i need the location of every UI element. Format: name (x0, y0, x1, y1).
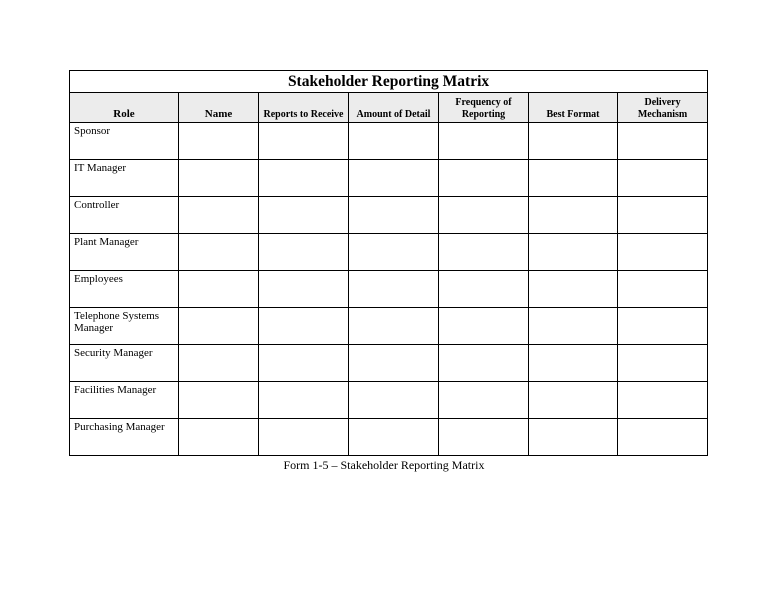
empty-cell (618, 308, 708, 345)
empty-cell (439, 419, 529, 456)
empty-cell (259, 234, 349, 271)
role-line1: Telephone Systems (74, 310, 160, 322)
header-frequency-line2: Reporting (461, 109, 506, 120)
empty-cell (179, 308, 259, 345)
header-row (70, 93, 708, 123)
empty-cell (179, 345, 259, 382)
empty-cell (259, 123, 349, 160)
role-cell (70, 308, 179, 345)
empty-cell (439, 123, 529, 160)
empty-cell (179, 382, 259, 419)
empty-cell (529, 345, 618, 382)
role-cell: Security Manager (70, 345, 179, 382)
role-line2: Manager (74, 322, 114, 334)
empty-cell (439, 382, 529, 419)
header-reports-to-receive: Reports to Receive (259, 93, 349, 123)
role-cell: Controller (70, 197, 179, 234)
empty-cell (529, 271, 618, 308)
table-row (70, 197, 708, 234)
empty-cell (349, 382, 439, 419)
table-title: Stakeholder Reporting Matrix (70, 71, 708, 93)
stakeholder-reporting-matrix (69, 70, 708, 456)
empty-cell (618, 197, 708, 234)
empty-cell (439, 160, 529, 197)
empty-cell (439, 197, 529, 234)
empty-cell (439, 271, 529, 308)
form-caption: Form 1-5 – Stakeholder Reporting Matrix (283, 458, 485, 472)
empty-cell (349, 234, 439, 271)
table-row (70, 234, 708, 271)
header-role: Role (70, 93, 179, 123)
role-cell: Plant Manager (70, 234, 179, 271)
empty-cell (618, 419, 708, 456)
empty-cell (618, 271, 708, 308)
header-amount-of-detail: Amount of Detail (349, 93, 439, 123)
empty-cell (529, 123, 618, 160)
empty-cell (349, 419, 439, 456)
empty-cell (259, 345, 349, 382)
empty-cell (618, 234, 708, 271)
empty-cell (349, 160, 439, 197)
empty-cell (618, 345, 708, 382)
empty-cell (618, 382, 708, 419)
empty-cell (529, 382, 618, 419)
empty-cell (529, 160, 618, 197)
empty-cell (618, 160, 708, 197)
header-frequency-of-reporting (439, 93, 529, 123)
table-row (70, 271, 708, 308)
empty-cell (439, 308, 529, 345)
role-cell: Employees (70, 271, 179, 308)
table-row (70, 160, 708, 197)
empty-cell (529, 419, 618, 456)
header-best-format: Best Format (529, 93, 618, 123)
role-cell: Sponsor (70, 123, 179, 160)
empty-cell (179, 123, 259, 160)
empty-cell (529, 197, 618, 234)
empty-cell (259, 160, 349, 197)
empty-cell (529, 234, 618, 271)
table-row (70, 308, 708, 345)
empty-cell (618, 123, 708, 160)
table-row (70, 382, 708, 419)
table-row (70, 123, 708, 160)
empty-cell (179, 234, 259, 271)
role-cell: IT Manager (70, 160, 179, 197)
empty-cell (179, 419, 259, 456)
empty-cell (529, 308, 618, 345)
role-cell: Facilities Manager (70, 382, 179, 419)
empty-cell (439, 345, 529, 382)
empty-cell (179, 197, 259, 234)
table-row (70, 419, 708, 456)
empty-cell (179, 160, 259, 197)
table-row (70, 345, 708, 382)
empty-cell (259, 382, 349, 419)
header-delivery-line2: Mechanism (637, 109, 688, 120)
empty-cell (439, 234, 529, 271)
empty-cell (259, 308, 349, 345)
header-frequency-line1: Frequency of (455, 97, 512, 108)
header-delivery-mechanism (618, 93, 708, 123)
empty-cell (349, 308, 439, 345)
empty-cell (349, 197, 439, 234)
empty-cell (179, 271, 259, 308)
empty-cell (349, 271, 439, 308)
empty-cell (259, 271, 349, 308)
empty-cell (259, 197, 349, 234)
header-name: Name (179, 93, 259, 123)
header-delivery-line1: Delivery (644, 97, 681, 108)
empty-cell (349, 345, 439, 382)
role-cell: Purchasing Manager (70, 419, 179, 456)
empty-cell (349, 123, 439, 160)
empty-cell (259, 419, 349, 456)
